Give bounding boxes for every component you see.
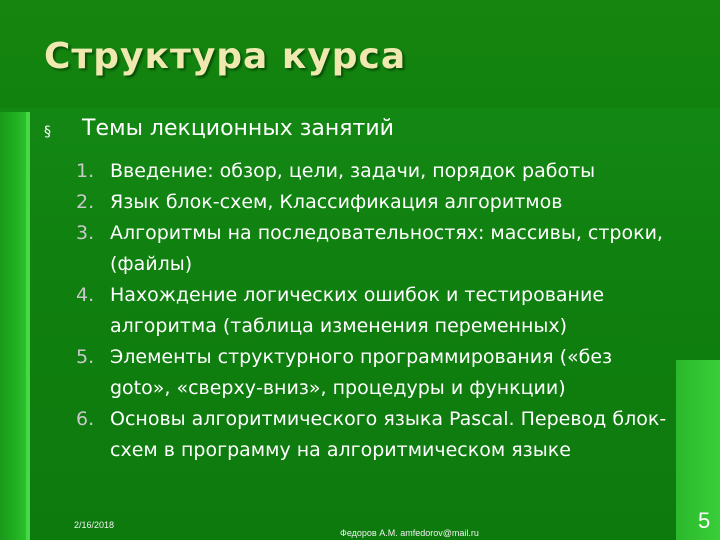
slide-title: Структура курса bbox=[44, 36, 407, 77]
slide-page-number: 5 bbox=[698, 508, 711, 533]
list-item-text: Основы алгоритмического языка Pascal. Перевод блок-схем в программу на алгоритмическом языке bbox=[110, 408, 667, 461]
footer-date: 2/16/2018 bbox=[74, 520, 115, 530]
list-item bbox=[76, 280, 676, 342]
footer-author: Федоров А.М. amfedorov@mail.ru bbox=[340, 528, 479, 538]
list-item bbox=[76, 342, 676, 404]
list-item-text: Язык блок-схем, Классификация алгоритмов bbox=[110, 191, 563, 213]
topics-heading: Темы лекционных занятий bbox=[82, 116, 394, 141]
list-item bbox=[76, 156, 676, 187]
list-item bbox=[76, 187, 676, 218]
list-item-number: 6. bbox=[76, 408, 95, 430]
list-item-number: 1. bbox=[76, 160, 95, 182]
list-item-number: 3. bbox=[76, 222, 95, 244]
list-item-number: 2. bbox=[76, 191, 95, 213]
list-item-text: Введение: обзор, цели, задачи, порядок работы bbox=[110, 160, 596, 182]
list-item-number: 5. bbox=[76, 346, 95, 368]
section-bullet-icon: § bbox=[44, 124, 51, 140]
list-item-number: 4. bbox=[76, 284, 95, 306]
left-band-decoration bbox=[0, 112, 26, 540]
topics-list bbox=[76, 156, 676, 466]
list-item-text: Алгоритмы на последовательностях: массивы, строки, (файлы) bbox=[110, 222, 663, 275]
list-item bbox=[76, 218, 676, 280]
left-band-edge-decoration bbox=[26, 112, 30, 540]
list-item-text: Элементы структурного программирования («без goto», «сверху-вниз», процедуры и функции) bbox=[110, 346, 613, 399]
list-item-text: Нахождение логических ошибок и тестирование алгоритма (таблица изменения переменных) bbox=[110, 284, 605, 337]
list-item bbox=[76, 404, 676, 466]
